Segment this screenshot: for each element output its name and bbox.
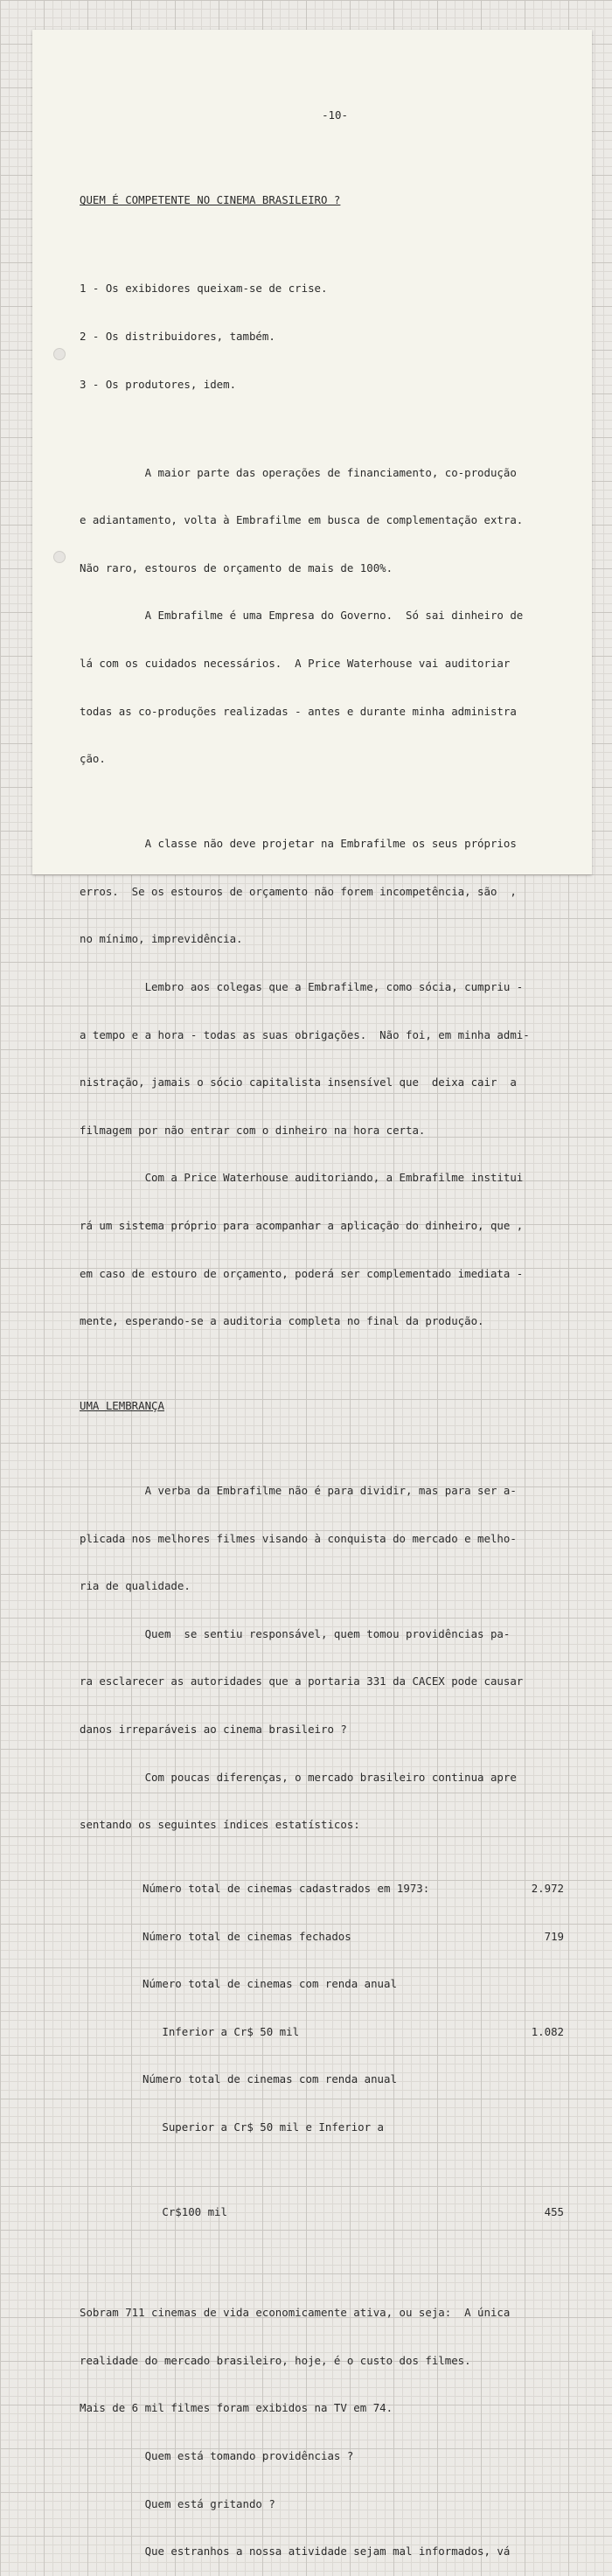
paragraph-line: Não raro, estouros de orçamento de mais de 100%. <box>80 560 393 574</box>
stats-row <box>80 2204 569 2220</box>
stats-label: Número total de cinemas fechados <box>143 1929 351 1943</box>
stats-value: 455 <box>544 2205 564 2219</box>
paragraph-line: sentando os seguintes índices estatísticos: <box>80 1818 360 1832</box>
stats-value: 2.972 <box>531 1882 564 1896</box>
stats-value: 719 <box>544 1929 564 1943</box>
list-item: 2 - Os distribuidores, também. <box>80 330 275 343</box>
paragraph-line: realidade do mercado brasileiro, hoje, é o custo dos filmes. <box>80 2353 471 2367</box>
paragraph-line: ria de qualidade. <box>80 1579 191 1593</box>
paragraph-line: ção. <box>80 752 106 766</box>
subheading: UMA LEMBRANÇA <box>80 1399 164 1413</box>
paragraph-line: plicada nos melhores filmes visando à conquista do mercado e melho- <box>80 1531 517 1545</box>
paragraph-line: A Embrafilme é uma Empresa do Governo. Só sai dinheiro de <box>80 609 524 623</box>
stats-row <box>80 1881 569 1897</box>
list-item: 3 - Os produtores, idem. <box>80 377 237 391</box>
paragraph-line: ra esclarecer as autoridades que a portaria 331 da CACEX pode causar <box>80 1674 524 1688</box>
paragraph-line: Mais de 6 mil filmes foram exibidos na TV em 74. <box>80 2401 393 2415</box>
section-heading: QUEM É COMPETENTE NO CINEMA BRASILEIRO ? <box>80 193 341 207</box>
stats-row <box>80 1976 569 1992</box>
paragraph-line: em caso de estouro de orçamento, poderá ser complementado imediata - <box>80 1266 524 1280</box>
paragraph-line: Que estranhos a nossa atividade sejam mal informados, vá <box>80 2545 511 2559</box>
paragraph-line: lá com os cuidados necessários. A Price Waterhouse vai auditoriar <box>80 656 511 670</box>
paragraph-line: todas as co-produções realizadas - antes e durante minha administra <box>80 704 517 718</box>
document-text <box>80 76 569 2576</box>
stats-value: 1.082 <box>531 2024 564 2038</box>
paragraph-line: erros. Se os estouros de orçamento não forem incompetência, são , <box>80 884 517 898</box>
stats-row <box>80 2024 569 2040</box>
paragraph-line: A verba da Embrafilme não é para dividir, mas para ser a- <box>80 1484 517 1498</box>
paragraph-line: Com a Price Waterhouse auditoriando, a Embrafilme institui <box>80 1171 524 1185</box>
stats-sublabel: Superior a Cr$ 50 mil e Inferior a <box>143 2120 385 2134</box>
stats-row <box>80 2071 569 2087</box>
punch-hole-bottom <box>53 551 66 563</box>
page-number: -10- <box>322 108 348 122</box>
stats-label: Número total de cinemas com renda anual <box>143 1977 397 1991</box>
paragraph-line: danos irreparáveis ao cinema brasileiro ? <box>80 1723 347 1737</box>
punch-hole-top <box>53 348 66 360</box>
stats-row <box>80 1929 569 1945</box>
paragraph-line: mente, esperando-se a auditoria completa no final da produção. <box>80 1314 484 1328</box>
paragraph-line: Lembro aos colegas que a Embrafilme, como sócia, cumpriu - <box>80 979 524 993</box>
paragraph-line: filmagem por não entrar com o dinheiro na hora certa. <box>80 1123 426 1137</box>
paragraph-line: no mínimo, imprevidência. <box>80 932 243 946</box>
stats-row <box>80 2120 569 2135</box>
paragraph-line: Sobram 711 cinemas de vida economicamente ativa, ou seja: A única <box>80 2306 511 2320</box>
stats-label: Número total de cinemas cadastrados em 1973: <box>143 1882 430 1896</box>
paragraph-line: Com poucas diferenças, o mercado brasileiro continua apre <box>80 1770 517 1784</box>
stats-label: Número total de cinemas com renda anual <box>143 2072 397 2086</box>
paragraph-line: Quem se sentiu responsável, quem tomou providências pa- <box>80 1626 511 1640</box>
paragraph-line: e adiantamento, volta à Embrafilme em busca de complementação extra. <box>80 513 524 527</box>
paragraph-line: a tempo e a hora - todas as suas obrigações. Não foi, em minha admi- <box>80 1027 530 1041</box>
paragraph-line: A classe não deve projetar na Embrafilme os seus próprios <box>80 837 517 851</box>
paragraph-line: nistração, jamais o sócio capitalista insensível que deixa cair a <box>80 1076 517 1090</box>
paragraph-line: Quem está gritando ? <box>80 2496 275 2510</box>
stats-sublabel: Inferior a Cr$ 50 mil <box>143 2024 300 2038</box>
stats-sublabel: Cr$100 mil <box>143 2205 227 2219</box>
paragraph-line: Quem está tomando providências ? <box>80 2449 354 2462</box>
paragraph-line: A maior parte das operações de financiamento, co-produção <box>80 465 517 479</box>
list-item: 1 - Os exibidores queixam-se de crise. <box>80 282 328 296</box>
paragraph-line: rá um sistema próprio para acompanhar a aplicação do dinheiro, que , <box>80 1218 524 1232</box>
